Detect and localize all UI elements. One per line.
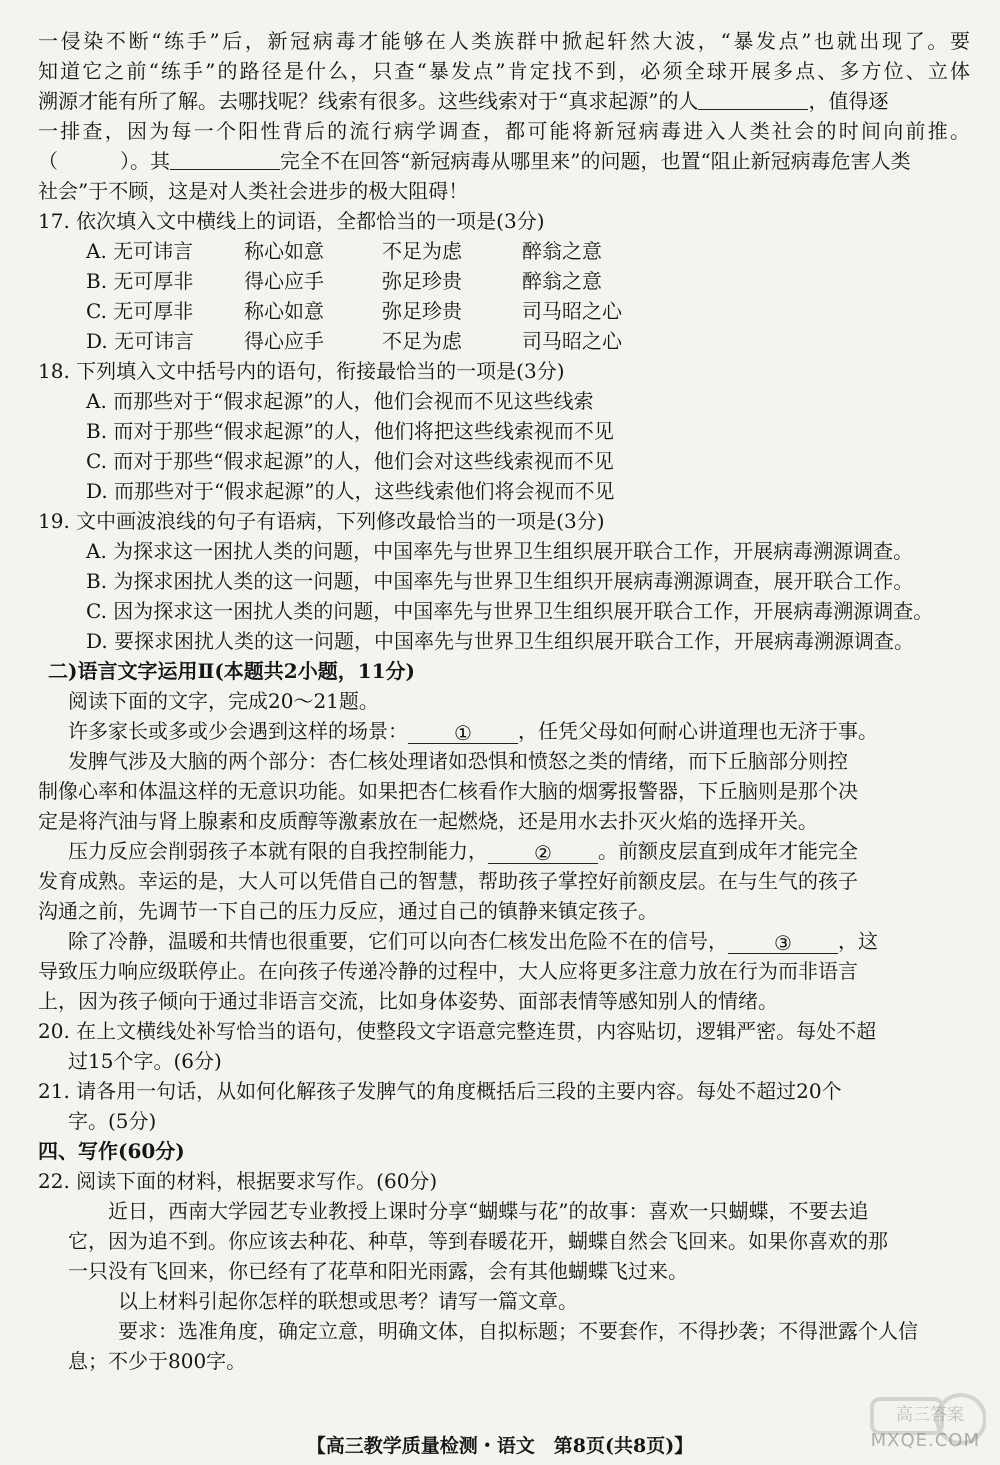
section-2-heading: 二)语言文字运用Ⅱ(本题共2小题，11分) — [48, 659, 415, 683]
question-21-stem: 21. 请各用一句话，从如何化解孩子发脾气的角度概括后三段的主要内容。每处不超过20个 — [38, 1079, 842, 1103]
watermark-text: 高三答案 — [896, 1405, 964, 1425]
fill-blank-2: ② — [488, 843, 598, 864]
question-18-option-c: C. 而对于那些“假求起源”的人，他们会对这些线索视而不见 — [86, 449, 614, 473]
writing-requirements: 要求：选准角度，确定立意，明确文体，自拟标题；不要套作，不得抄袭；不得泄露个人信 — [118, 1319, 918, 1343]
question-18-option-a: A. 而那些对于“假求起源”的人，他们会视而不见这些线索 — [86, 389, 594, 413]
page-footer: 【高三教学质量检测・语文 第8页(共8页)】 — [306, 1435, 694, 1457]
passage-line: （ ）。其 完全不在回答“新冠病毒从哪里来”的问题，也置“阻止新冠病毒危害人类 — [38, 149, 911, 173]
writing-requirements-cont: 息；不少于800字。 — [68, 1349, 247, 1373]
question-19-option-b: B. 为探求困扰人类的这一问题，中国率先与世界卫生组织开展病毒溯源调查，展开联合工作。 — [86, 569, 914, 593]
question-17-option-d: D. 无可讳言 得心应手 不足为虑 司马昭之心 — [86, 329, 622, 353]
passage-line: 一侵染不断“练手”后，新冠病毒才能够在人类族群中掀起轩然大波，“暴发点”也就出现了。要 — [38, 29, 970, 53]
passage-line: 一排查，因为每一个阳性背后的流行病学调查，都可能将新冠病毒进入人类社会的时间向前推。 — [38, 119, 970, 143]
question-17-option-b: B. 无可厚非 得心应手 弥足珍贵 醉翁之意 — [86, 269, 602, 293]
passage-line: 许多家长或多或少会遇到这样的场景： ① ，任凭父母如何耐心讲道理也无济于事。 — [68, 719, 878, 745]
fill-blank — [698, 89, 808, 110]
material-line: 近日，西南大学园艺专业教授上课时分享“蝴蝶与花”的故事：喜欢一只蝴蝶，不要去追 — [108, 1199, 869, 1223]
fill-blank-1: ① — [408, 723, 518, 744]
passage-line: 发育成熟。幸运的是，大人可以凭借自己的智慧，帮助孩子掌控好前额皮层。在与生气的孩子 — [38, 869, 858, 893]
passage-line: 导致压力响应级联停止。在向孩子传递冷静的过程中，大人应将更多注意力放在行为而非语言 — [38, 959, 858, 983]
question-17-option-a: A. 无可讳言 称心如意 不足为虑 醉翁之意 — [86, 239, 602, 263]
exam-page — [38, 26, 970, 1376]
material-line: 一只没有飞回来，你已经有了花草和阳光雨露，会有其他蝴蝶飞过来。 — [68, 1259, 688, 1283]
watermark-url: MXQE.COM — [870, 1430, 980, 1451]
passage-line: 上，因为孩子倾向于通过非语言交流，比如身体姿势、面部表情等感知别人的情绪。 — [38, 989, 778, 1013]
question-19-option-a: A. 为探求这一困扰人类的问题，中国率先与世界卫生组织展开联合工作，开展病毒溯源调查。 — [86, 539, 914, 563]
question-20-stem-cont: 过15个字。(6分) — [68, 1049, 222, 1073]
question-20-stem: 20. 在上文横线处补写恰当的语句，使整段文字语意完整连贯，内容贴切，逻辑严密。每处不超 — [38, 1019, 877, 1043]
passage-line: 压力反应会削弱孩子本就有限的自我控制能力， ② 。前额皮层直到成年才能完全 — [68, 839, 858, 865]
section-4-heading: 四、写作(60分) — [38, 1139, 185, 1163]
passage-line: 沟通之前，先调节一下自己的压力反应，通过自己的镇静来镇定孩子。 — [38, 899, 658, 923]
question-21-stem-cont: 字。(5分) — [68, 1109, 157, 1133]
question-18-option-b: B. 而对于那些“假求起源”的人，他们将把这些线索视而不见 — [86, 419, 614, 443]
question-18-option-d: D. 而那些对于“假求起源”的人，这些线索他们将会视而不见 — [86, 479, 615, 503]
question-19-option-c: C. 因为探求这一困扰人类的问题，中国率先与世界卫生组织展开联合工作，开展病毒溯源调查。 — [86, 599, 934, 623]
fill-blank — [170, 149, 280, 170]
question-18-stem: 18. 下列填入文中括号内的语句，衔接最恰当的一项是(3分) — [38, 359, 565, 383]
question-19-option-d: D. 要探求困扰人类的这一问题，中国率先与世界卫生组织展开联合工作，开展病毒溯源调查。 — [86, 629, 915, 653]
question-17-stem: 17. 依次填入文中横线上的词语，全都恰当的一项是(3分) — [38, 209, 545, 233]
passage-line: 知道它之前“练手”的路径是什么，只查“暴发点”肯定找不到，必须全球开展多点、多方位、立体 — [38, 59, 970, 83]
section-2-instruction: 阅读下面的文字，完成20～21题。 — [68, 689, 379, 713]
passage-line: 制像心率和体温这样的无意识功能。如果把杏仁核看作大脑的烟雾报警器，下丘脑则是那个决 — [38, 779, 858, 803]
passage-line: 社会”于不顾，这是对人类社会进步的极大阻碍！ — [38, 179, 469, 203]
fill-blank-3: ③ — [728, 933, 838, 954]
material-line: 它，因为追不到。你应该去种花、种草，等到春暖花开，蝴蝶自然会飞回来。如果你喜欢的那 — [68, 1229, 888, 1253]
passage-line: 发脾气涉及大脑的两个部分：杏仁核处理诸如恐惧和愤怒之类的情绪，而下丘脑部分则控 — [68, 749, 848, 773]
writing-prompt: 以上材料引起你怎样的联想或思考？请写一篇文章。 — [118, 1289, 578, 1313]
question-19-stem: 19. 文中画波浪线的句子有语病，下列修改最恰当的一项是(3分) — [38, 509, 605, 533]
question-17-option-c: C. 无可厚非 称心如意 弥足珍贵 司马昭之心 — [86, 299, 622, 323]
question-22-stem: 22. 阅读下面的材料，根据要求写作。(60分) — [38, 1169, 438, 1193]
passage-line: 溯源才能有所了解。去哪找呢？线索有很多。这些线索对于“真求起源”的人 ，值得逐 — [38, 89, 889, 113]
passage-line: 除了冷静，温暖和共情也很重要，它们可以向杏仁核发出危险不在的信号， ③ ，这 — [68, 929, 878, 955]
passage-line: 定是将汽油与肾上腺素和皮质醇等激素放在一起燃烧，还是用水去扑灭火焰的选择开关。 — [38, 809, 818, 833]
